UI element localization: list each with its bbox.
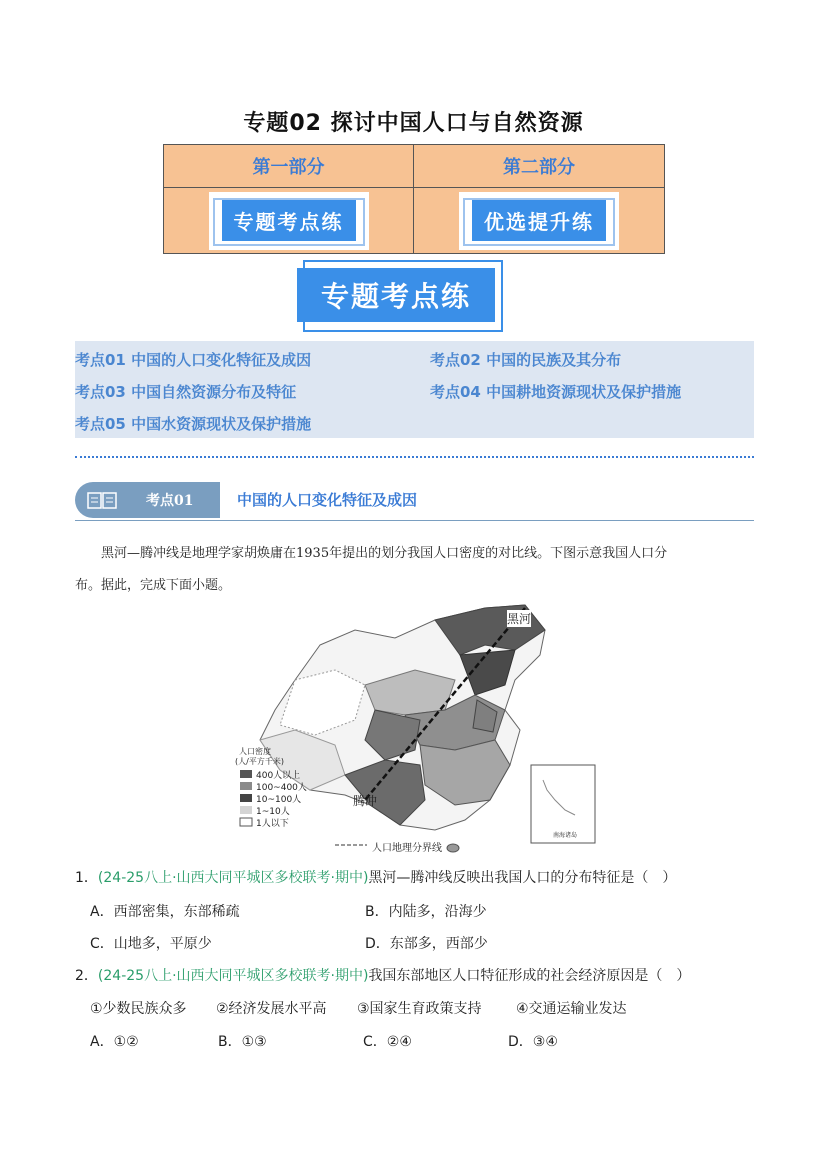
legend-entries — [256, 770, 307, 830]
parts-table — [163, 144, 665, 254]
legend-title-1: 人口密度 — [239, 747, 271, 756]
q2-item-3: ③国家生育政策支持 — [357, 1001, 482, 1017]
part1-badge-cell — [164, 188, 414, 253]
part1-heading: 第一部分 — [252, 157, 325, 178]
kaodian-item-2[interactable]: 考点02 中国的民族及其分布 — [430, 351, 622, 369]
legend-entry-3: 10~100人 — [256, 795, 302, 805]
map-label-heihe: 黑河 — [507, 612, 532, 626]
q2-item-2: ②经济发展水平高 — [216, 1001, 327, 1017]
population-density-map — [235, 600, 605, 862]
section-label: 考点01 — [146, 493, 194, 509]
q2-option-d[interactable]: D．③④ — [508, 1034, 558, 1050]
boundary-legend-label: 人口地理分界线 — [372, 843, 442, 854]
part1-cell — [164, 145, 414, 188]
section-badge — [297, 260, 503, 332]
q2-item-4: ④交通运输业发达 — [516, 1001, 627, 1017]
part2-badge-cell — [414, 188, 664, 253]
inset-label: 南海诸岛 — [553, 832, 578, 839]
intro-line-1: 黑河—腾冲线是地理学家胡焕庸在1935年提出的划分我国人口密度的对比线。下图示意我国人口分 — [101, 546, 668, 561]
dotted-divider — [75, 456, 754, 458]
q2-option-b[interactable]: B．①③ — [218, 1034, 267, 1050]
part1-badge[interactable] — [209, 192, 369, 250]
legend-title-2: (人/平方千米) — [235, 757, 284, 766]
map-label-tengchong: 腾冲 — [353, 794, 378, 808]
section-badge-label: 专题考点练 — [297, 268, 495, 322]
question-2 — [75, 965, 690, 985]
legend-entry-4: 1~10人 — [256, 807, 290, 817]
part2-badge-label: 优选提升练 — [472, 200, 606, 241]
kaodian-item-4[interactable]: 考点04 中国耕地资源现状及保护措施 — [430, 383, 682, 401]
question-1-source: (24-25八上·山西大同平城区多校联考·期中) — [97, 870, 369, 886]
kaodian-list — [75, 341, 754, 438]
q1-option-a[interactable]: A．西部密集，东部稀疏 — [90, 904, 240, 920]
kaodian-item-5[interactable]: 考点05 中国水资源现状及保护措施 — [75, 415, 312, 433]
legend-entry-2: 100~400人 — [256, 783, 307, 793]
book-icon — [75, 482, 135, 518]
q2-option-a[interactable]: A．①② — [90, 1034, 139, 1050]
q2-option-c[interactable]: C．②④ — [363, 1034, 412, 1050]
question-1-stem: 黑河—腾冲线反映出我国人口的分布特征是（ ） — [368, 870, 677, 886]
question-2-stem: 我国东部地区人口特征形成的社会经济原因是（ ） — [368, 968, 691, 984]
q2-item-1: ①少数民族众多 — [90, 1001, 187, 1017]
legend-entry-1: 400人以上 — [256, 771, 301, 781]
part2-heading: 第二部分 — [503, 157, 575, 178]
part2-badge[interactable] — [459, 192, 619, 250]
section-title: 中国的人口变化特征及成因 — [237, 491, 418, 509]
q1-option-d[interactable]: D．东部多，西部少 — [365, 936, 488, 952]
page-title: 专题02 探讨中国人口与自然资源 — [243, 111, 584, 136]
q1-option-c[interactable]: C．山地多，平原少 — [90, 936, 212, 952]
question-1-num: 1． — [75, 870, 98, 886]
intro-line-2: 布。据此，完成下面小题。 — [75, 578, 232, 593]
question-1 — [75, 867, 676, 887]
legend-entry-5: 1人以下 — [256, 819, 289, 829]
kaodian-item-1[interactable]: 考点01 中国的人口变化特征及成因 — [75, 351, 312, 369]
part2-cell — [414, 145, 664, 188]
section-underline — [75, 520, 754, 521]
part1-badge-label: 专题考点练 — [222, 200, 356, 241]
question-2-source: (24-25八上·山西大同平城区多校联考·期中) — [97, 968, 369, 984]
q1-option-b[interactable]: B．内陆多，沿海少 — [365, 904, 487, 920]
kaodian-item-3[interactable]: 考点03 中国自然资源分布及特征 — [75, 383, 297, 401]
question-2-num: 2． — [75, 968, 98, 984]
